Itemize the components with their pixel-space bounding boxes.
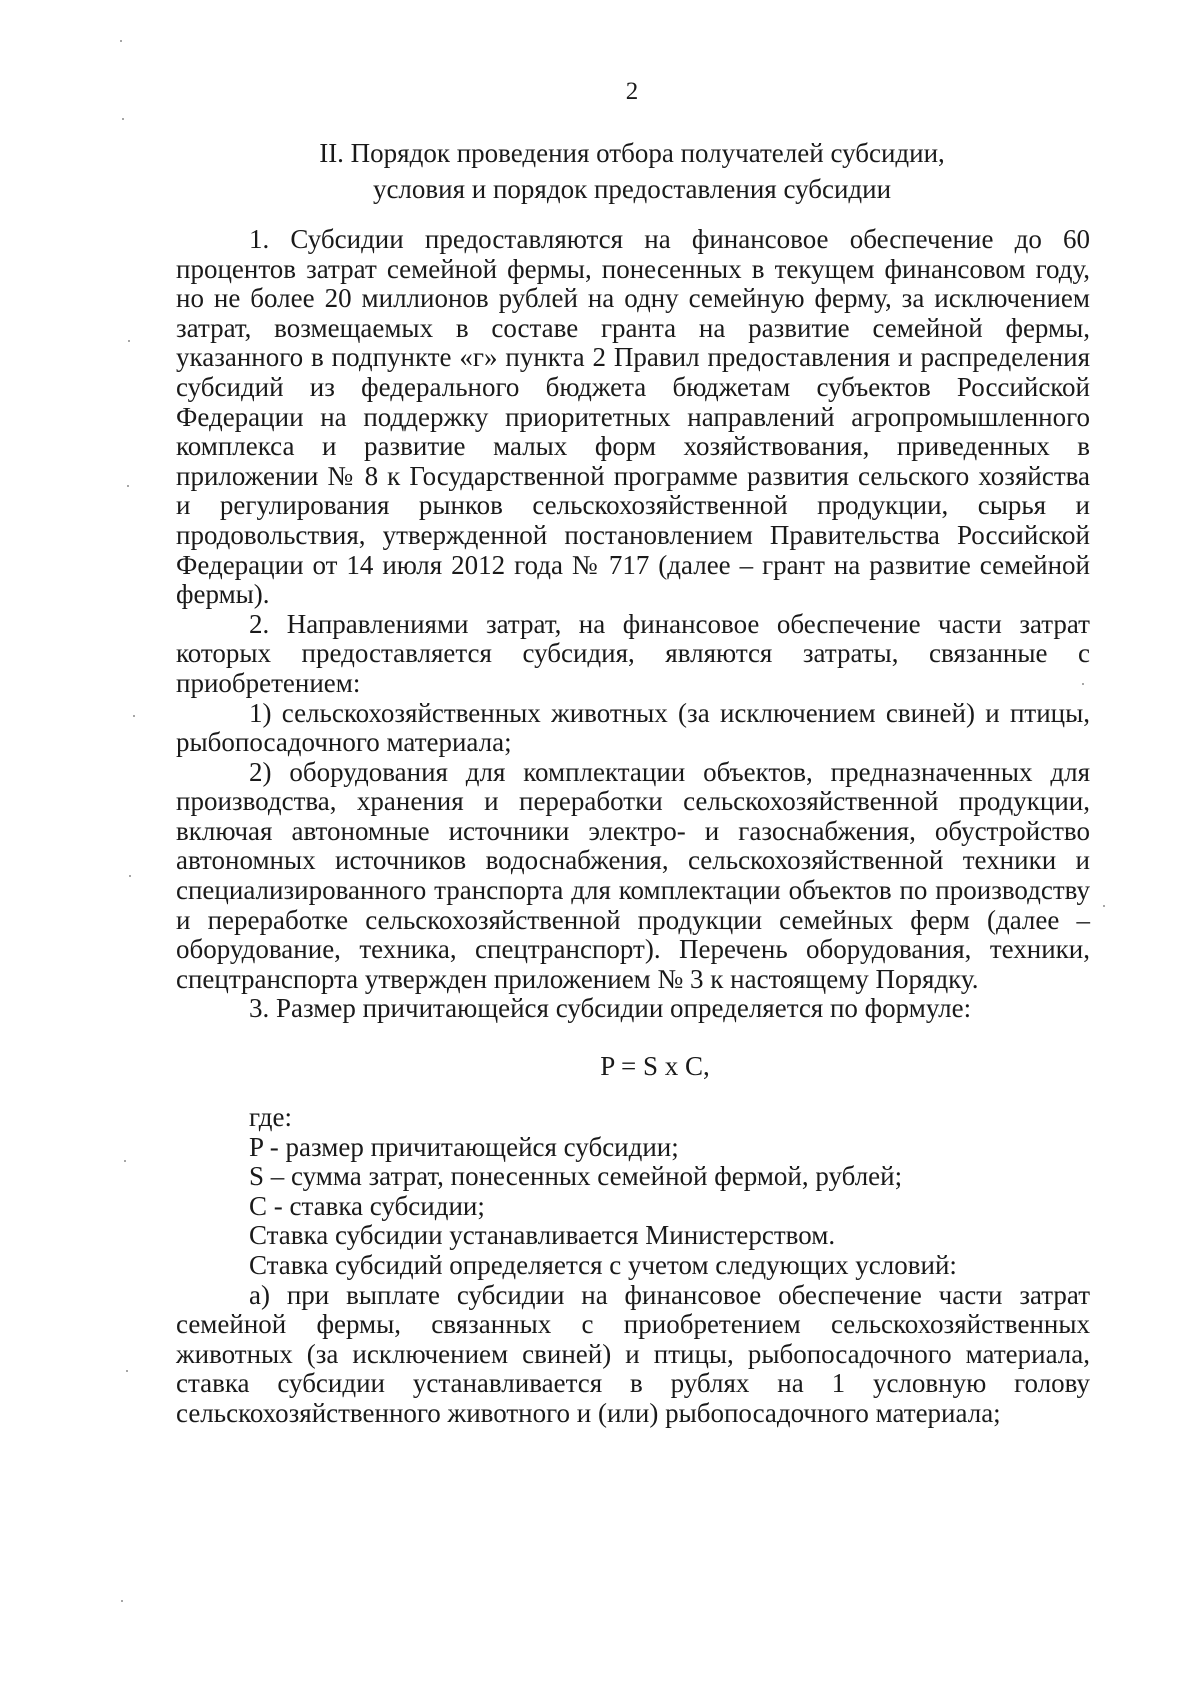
- page-number: 2: [625, 78, 639, 105]
- scan-speck: [127, 485, 129, 487]
- scan-speck: [129, 875, 131, 877]
- definition-s: S – сумма затрат, понесенных семейной фермой, рублей;: [249, 1161, 903, 1192]
- scan-speck: [121, 1600, 123, 1602]
- formula-where: где:: [249, 1102, 292, 1133]
- paragraph-1: 1. Субсидии предоставляются на финансовое обеспечение до 60 процентов затрат семейной фермы, понесенных в текущем финансовом году, но не более 20 миллионов рублей на одну семейную ферму, за исключением затрат, возмещаемых в составе гранта на развитие семейной фермы, указанного в подпункте «г» пункта 2 Правил предоставления и распределения субсидий из федерального бюджета бюджетам субъектов Российской Федерации на поддержку приоритетных направлений агропромышленного комплекса и развитие малых форм хозяйствования, приведенных в приложении № 8 к Государственной программе развития сельского хозяйства и регулирования рынков сельскохозяйственной продукции, сырья и продовольствия, утвержденной постановлением Правительства Российской Федерации от 14 июля 2012 года № 717 (далее – грант на развитие семейной фермы).: [176, 224, 1090, 610]
- paragraph-2: 2. Направлениями затрат, на финансовое обеспечение части затрат которых предоставляется субсидия, являются затраты, связанные с приобретением:: [176, 608, 1090, 698]
- scan-speck: [122, 118, 124, 120]
- scan-speck: [1082, 683, 1084, 685]
- scan-speck: [128, 340, 130, 342]
- paragraph-3: 3. Размер причитающейся субсидии определяется по формуле:: [249, 993, 972, 1024]
- subsidy-formula: P = S x C,: [600, 1051, 710, 1082]
- scan-speck: [133, 715, 135, 717]
- scan-speck: [1103, 905, 1105, 907]
- section-heading-line-2: условия и порядок предоставления субсидии: [372, 174, 892, 204]
- section-heading: [0, 135, 1200, 207]
- section-heading-line-1: II. Порядок проведения отбора получателей субсидии,: [319, 138, 945, 168]
- rate-set-by-ministry: Ставка субсидии устанавливается Министерством.: [249, 1220, 836, 1251]
- definition-c: C - ставка субсидии;: [249, 1190, 485, 1221]
- definition-p: P - размер причитающейся субсидии;: [249, 1131, 679, 1162]
- paragraph-2-item-2: 2) оборудования для комплектации объектов, предназначенных для производства, хранения и переработки сельскохозяйственной продукции, включая автономные источники электро- и газоснабжения, обустройство автономных источников водоснабжения, сельскохозяйственной техники и специализированного транспорта для комплектации объектов по производству и переработке сельскохозяйственной продукции семейных ферм (далее – оборудование, техника, спецтранспорт). Перечень оборудования, техники, спецтранспорта утвержден приложением № 3 к настоящему Порядку.: [176, 756, 1090, 994]
- scan-speck: [124, 1160, 126, 1162]
- scan-speck: [120, 40, 122, 42]
- paragraph-2-item-1: 1) сельскохозяйственных животных (за исключением свиней) и птицы, рыбопосадочного материала;: [176, 697, 1090, 758]
- scan-speck: [126, 1370, 128, 1372]
- document-body: [176, 225, 1090, 1429]
- rate-conditions: Ставка субсидий определяется с учетом следующих условий:: [249, 1250, 957, 1280]
- condition-a: а) при выплате субсидии на финансовое обеспечение части затрат семейной фермы, связанных с приобретением сельскохозяйственных животных (за исключением свиней) и птицы, рыбопосадочного материала, ставка субсидии устанавливается в рублях на 1 условную голову сельскохозяйственного животного и (или) рыбопосадочного материала;: [176, 1279, 1090, 1428]
